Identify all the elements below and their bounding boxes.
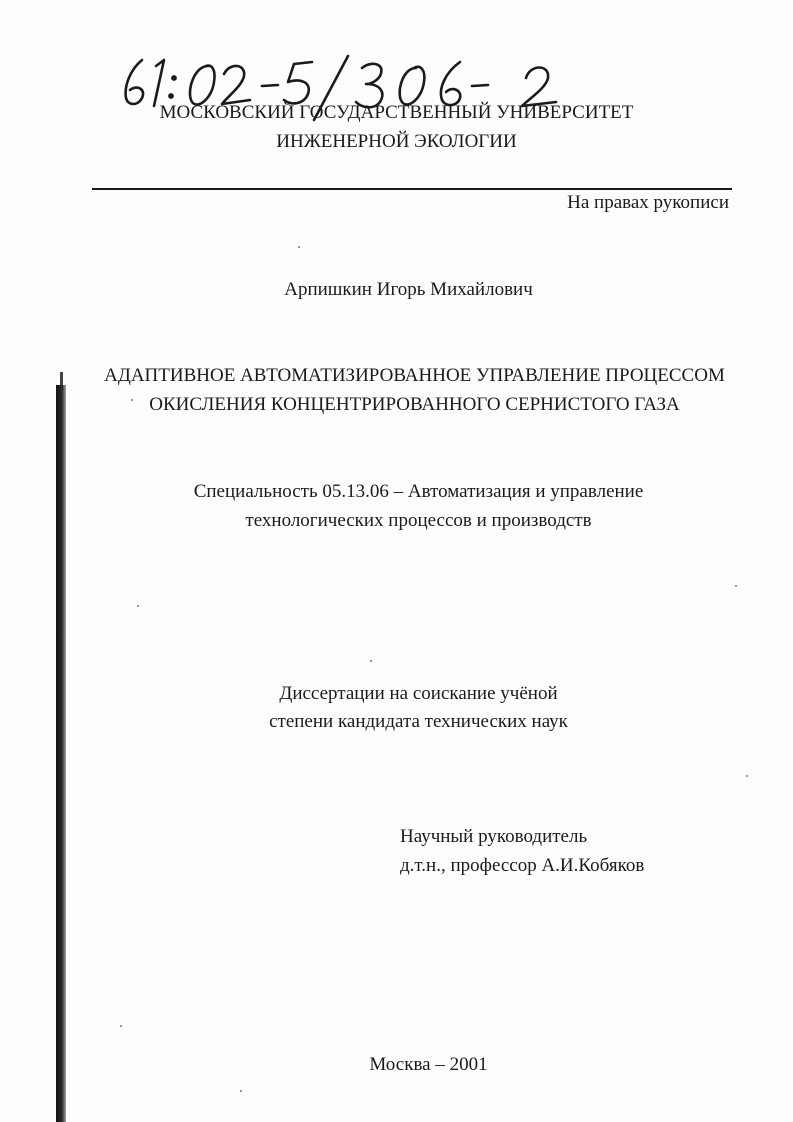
supervisor-label: Научный руководитель [400,826,588,847]
scan-speck [735,585,737,587]
specialty-line1: Специальность 05.13.06 – Автоматизация и управление [193,481,644,502]
author-name: Арпишкин Игорь Михайлович [284,279,533,300]
scan-speck [370,660,372,662]
university-name-line1: МОСКОВСКИЙ ГОСУДАРСТВЕННЫЙ УНИВЕРСИТЕТ [159,102,634,123]
dissertation-line2: степени кандидата технических наук [269,711,568,732]
dissertation-line1: Диссертации на соискание учёной [279,683,558,704]
specialty-line2: технологических процессов и производств [245,510,592,531]
supervisor-name: д.т.н., профессор А.И.Кобяков [400,855,645,876]
header-divider [92,188,732,190]
scan-speck [746,775,748,777]
manuscript-note: На правах рукописи [567,192,729,213]
scan-speck [131,399,133,401]
scan-speck [240,1090,242,1092]
scan-speck [120,1025,122,1027]
place-and-year: Москва – 2001 [369,1054,488,1075]
thesis-title-line2: ОКИСЛЕНИЯ КОНЦЕНТРИРОВАННОГО СЕРНИСТОГО ГАЗА [149,394,680,415]
scan-speck [298,246,300,248]
university-name-line2: ИНЖЕНЕРНОЙ ЭКОЛОГИИ [276,131,517,152]
scan-speck [137,605,139,607]
thesis-title-line1: АДАПТИВНОЕ АВТОМАТИЗИРОВАННОЕ УПРАВЛЕНИЕ ПРОЦЕССОМ [104,365,725,386]
